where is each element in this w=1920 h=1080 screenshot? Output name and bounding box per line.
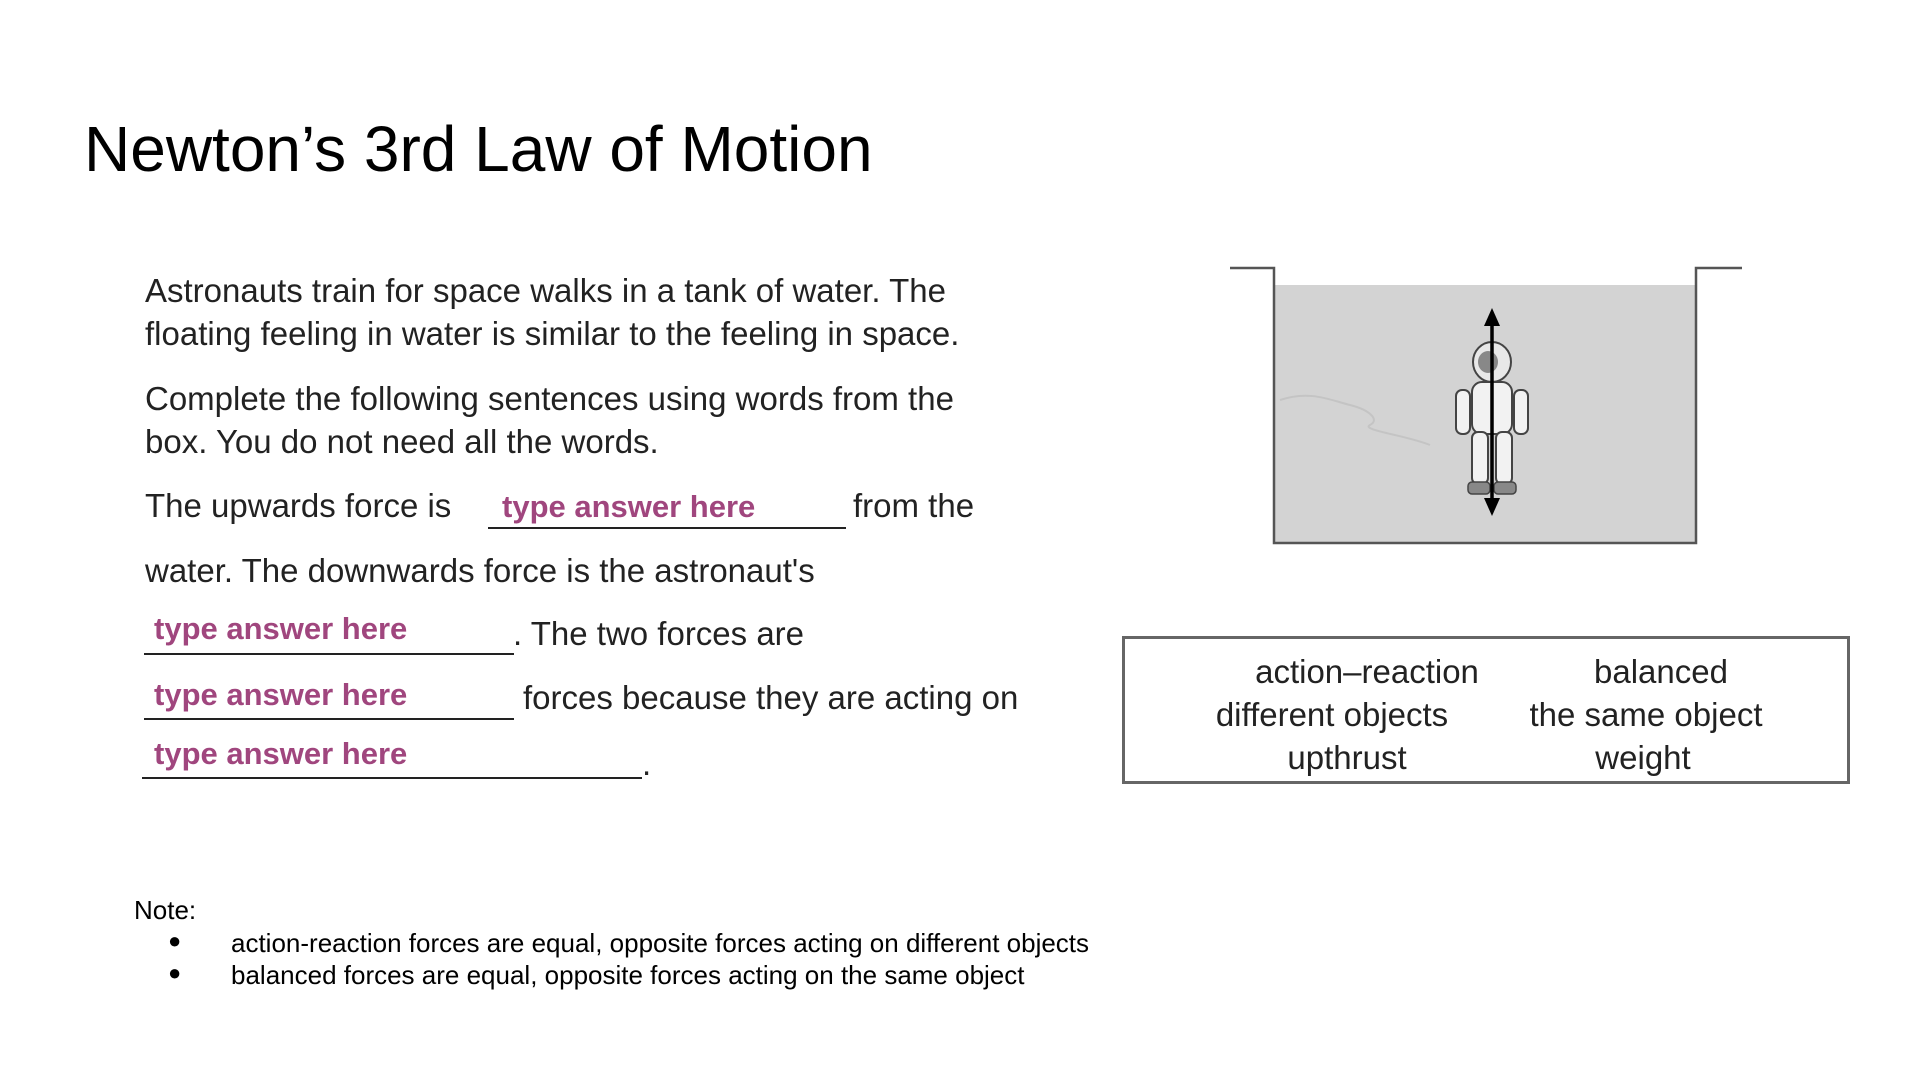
bullet-icon: ● [168, 960, 182, 985]
answer-field-1[interactable]: type answer here [502, 489, 756, 524]
astronaut-tank-diagram [1220, 250, 1760, 555]
sentence-2: water. The downwards force is the astronaut's [145, 552, 815, 589]
intro-line-2: floating feeling in water is similar to the feeling in space. [145, 315, 960, 352]
word-option: upthrust [1287, 739, 1407, 776]
worksheet-text-block [120, 255, 1180, 805]
word-option: different objects [1215, 696, 1449, 733]
word-box [1122, 636, 1850, 784]
note-title: Note: [134, 895, 197, 925]
sentence-4-end: forces because they are acting on [523, 679, 1019, 716]
word-option: weight [1595, 739, 1691, 776]
answer-field-2[interactable]: type answer here [154, 611, 408, 646]
sentence-5-end: . [642, 745, 652, 782]
answer-field-3[interactable]: type answer here [154, 677, 408, 712]
word-option: the same object [1529, 696, 1763, 733]
note-item-text: action-reaction forces are equal, opposite forces acting on different objects [231, 928, 1090, 958]
instruction-line-2: box. You do not need all the words. [145, 423, 659, 460]
sentence-1-start: The upwards force is [145, 487, 452, 524]
intro-line-1: Astronauts train for space walks in a tank of water. The [145, 272, 946, 309]
word-option: action–reaction [1255, 653, 1479, 690]
sentence-1-end: from the [853, 487, 975, 524]
note-item-text: balanced forces are equal, opposite forces acting on the same object [231, 960, 1025, 990]
word-option: balanced [1594, 653, 1728, 690]
bullet-icon: ● [168, 928, 182, 953]
answer-field-4[interactable]: type answer here [154, 736, 408, 771]
sentence-3-end: . The two forces are [513, 615, 805, 652]
slide-title: Newton’s 3rd Law of Motion [84, 113, 873, 185]
instruction-line-1: Complete the following sentences using words from the [145, 380, 954, 417]
